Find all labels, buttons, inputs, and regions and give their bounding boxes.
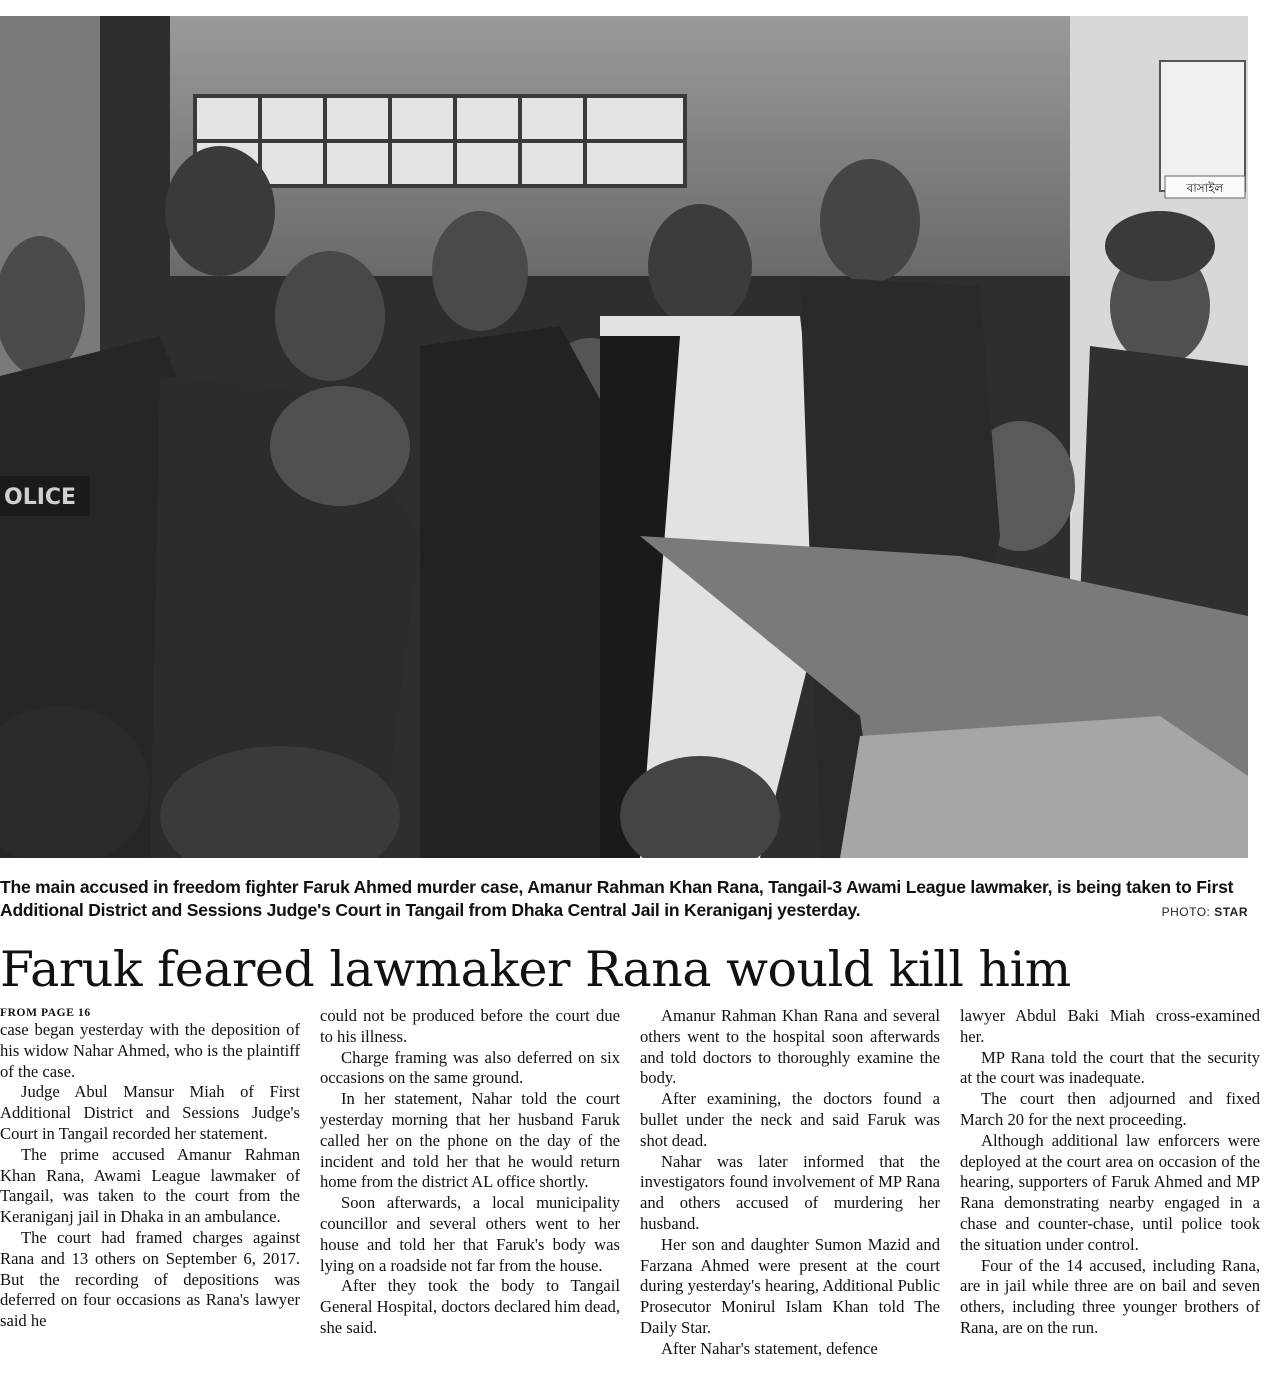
paragraph: Soon afterwards, a local municipality councillor and several others went to her house and told her that Faruk's body was lying on a roadside not far from the house. bbox=[320, 1193, 620, 1275]
photo-credit-source: STAR bbox=[1214, 905, 1248, 919]
paragraph: Nahar was later informed that the investigators found involvement of MP Rana and others accused of murdering her husband. bbox=[640, 1151, 940, 1233]
paragraph: The prime accused Amanur Rahman Khan Rana, Awami League lawmaker of Tangail, was taken to the court from the Keraniganj jail in Dhaka in an ambulance. bbox=[0, 1144, 300, 1227]
paragraph: After they took the body to Tangail General Hospital, doctors declared him dead, she said. bbox=[320, 1276, 620, 1337]
article-column-3 bbox=[640, 1006, 940, 1360]
photo-credit bbox=[1162, 905, 1248, 919]
paragraph: case began yesterday with the deposition of his widow Nahar Ahmed, who is the plaintiff of the case. bbox=[0, 1020, 300, 1081]
paragraph: The court then adjourned and fixed March 20 for the next proceeding. bbox=[960, 1089, 1260, 1129]
paragraph: Amanur Rahman Khan Rana and several others went to the hospital soon afterwards and told doctors to thoroughly examine the body. bbox=[640, 1006, 940, 1088]
news-photo bbox=[0, 16, 1248, 858]
article-column-4 bbox=[960, 1006, 1260, 1339]
paragraph: Her son and daughter Sumon Mazid and Farzana Ahmed were present at the court during yesterday's hearing, Additional Public Prosecutor Monirul Islam Khan told The Daily Star. bbox=[640, 1234, 940, 1337]
paragraph: The court had framed charges against Rana and 13 others on September 6, 2017. But the recording of depositions was deferred on four occasions as Rana's lawyer said he bbox=[0, 1227, 300, 1331]
paragraph: could not be produced before the court due to his illness. bbox=[320, 1006, 620, 1046]
photo-caption: The main accused in freedom fighter Faruk Ahmed murder case, Amanur Rahman Khan Rana, Tangail-3 Awami League lawmaker, is being taken to First Additional District and Sessions Judge's Court in Tangail from Dhaka Central Jail in Keraniganj yesterday. bbox=[0, 877, 1234, 920]
paragraph: Four of the 14 accused, including Rana, are in jail while three are on bail and seven others, including three younger brothers of Rana, are on the run. bbox=[960, 1255, 1260, 1337]
article-column-1 bbox=[0, 1006, 300, 1332]
headline: Faruk feared lawmaker Rana would kill him bbox=[0, 941, 1071, 998]
paragraph: Charge framing was also deferred on six occasions on the same ground. bbox=[320, 1047, 620, 1088]
article-column-2 bbox=[320, 1006, 620, 1339]
photo-credit-label: PHOTO: bbox=[1161, 905, 1211, 919]
sign-text: বাসাইল bbox=[1186, 181, 1224, 195]
paragraph: MP Rana told the court that the security at the court was inadequate. bbox=[960, 1047, 1260, 1088]
paragraph: lawyer Abdul Baki Miah cross-examined her. bbox=[960, 1006, 1260, 1046]
article-body bbox=[0, 1006, 1262, 1396]
photo-icon bbox=[0, 16, 1248, 858]
paragraph: Although additional law enforcers were deployed at the court area on occasion of the hearing, supporters of Faruk Ahmed and MP Rana demonstrating nearby engaged in a chase and counter-chase, until police took the situation under control. bbox=[960, 1130, 1260, 1254]
paragraph: In her statement, Nahar told the court yesterday morning that her husband Faruk called her on the phone on the day of the incident and told her that he would return home from the district AL office shortly. bbox=[320, 1089, 620, 1192]
vest-badge-text: OLICE bbox=[4, 485, 77, 510]
paragraph: After examining, the doctors found a bullet under the neck and said Faruk was shot dead. bbox=[640, 1089, 940, 1150]
paragraph: After Nahar's statement, defence bbox=[661, 1338, 878, 1358]
window bbox=[195, 96, 685, 186]
paragraph: Judge Abul Mansur Miah of First Additional District and Sessions Judge's Court in Tangail recorded her statement. bbox=[0, 1082, 300, 1143]
dateline: FROM PAGE 16 bbox=[0, 1007, 91, 1019]
